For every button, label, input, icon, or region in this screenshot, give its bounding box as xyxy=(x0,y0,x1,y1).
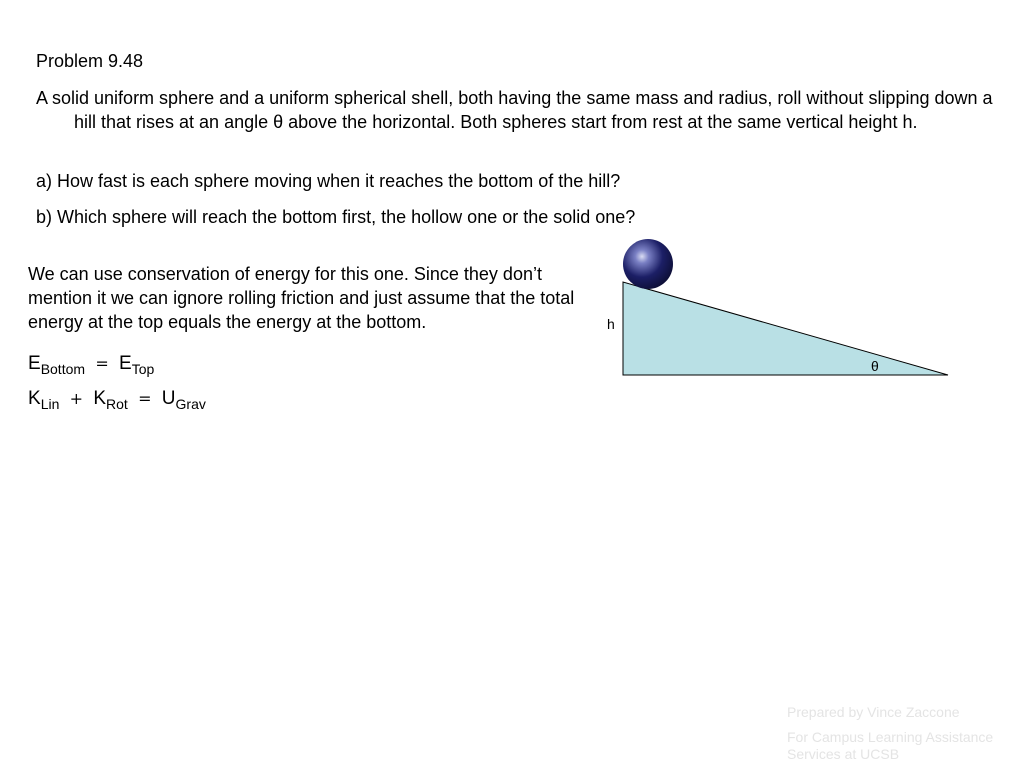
explanation-text: We can use conservation of energy for this one. Since they don’t mention it we can ignore rolling friction and just assume that the total energy at the top equals the energy at the bottom. xyxy=(28,264,575,332)
e-symbol: E xyxy=(28,353,41,374)
k-symbol: K xyxy=(93,388,107,409)
question-b: b) Which sphere will reach the bottom first, the hollow one or the solid one? xyxy=(36,207,636,227)
incline-ramp xyxy=(623,282,948,375)
incline-diagram xyxy=(600,236,960,386)
organization-text: For Campus Learning Assistance Services at UCSB xyxy=(787,729,994,762)
u-symbol: U xyxy=(161,388,176,409)
bottom-subscript: Bottom xyxy=(40,361,86,377)
problem-title: Problem 9.48 xyxy=(36,51,144,71)
problem-statement: A solid uniform sphere and a uniform spherical shell, both having the same mass and radius, roll without slipping down a hill that rises at an angle θ above the horizontal. Both spheres start from rest at the same vertical height h. xyxy=(36,88,993,132)
energy-equation xyxy=(28,352,154,381)
k-symbol: K xyxy=(28,388,41,409)
equals-sign: = xyxy=(138,389,152,408)
angle-label: θ xyxy=(871,358,879,374)
height-label: h xyxy=(607,316,615,332)
kinetic-potential-equation xyxy=(28,387,206,416)
grav-subscript: Grav xyxy=(175,396,206,412)
rot-subscript: Rot xyxy=(106,396,128,412)
sphere xyxy=(623,239,673,289)
e-symbol: E xyxy=(119,353,132,374)
equals-sign: = xyxy=(95,354,109,373)
lin-subscript: Lin xyxy=(40,396,60,412)
question-a: a) How fast is each sphere moving when it reaches the bottom of the hill? xyxy=(36,171,621,191)
top-subscript: Top xyxy=(131,361,155,377)
plus-sign: + xyxy=(69,389,84,408)
prepared-by-text: Prepared by Vince Zaccone xyxy=(787,704,960,720)
